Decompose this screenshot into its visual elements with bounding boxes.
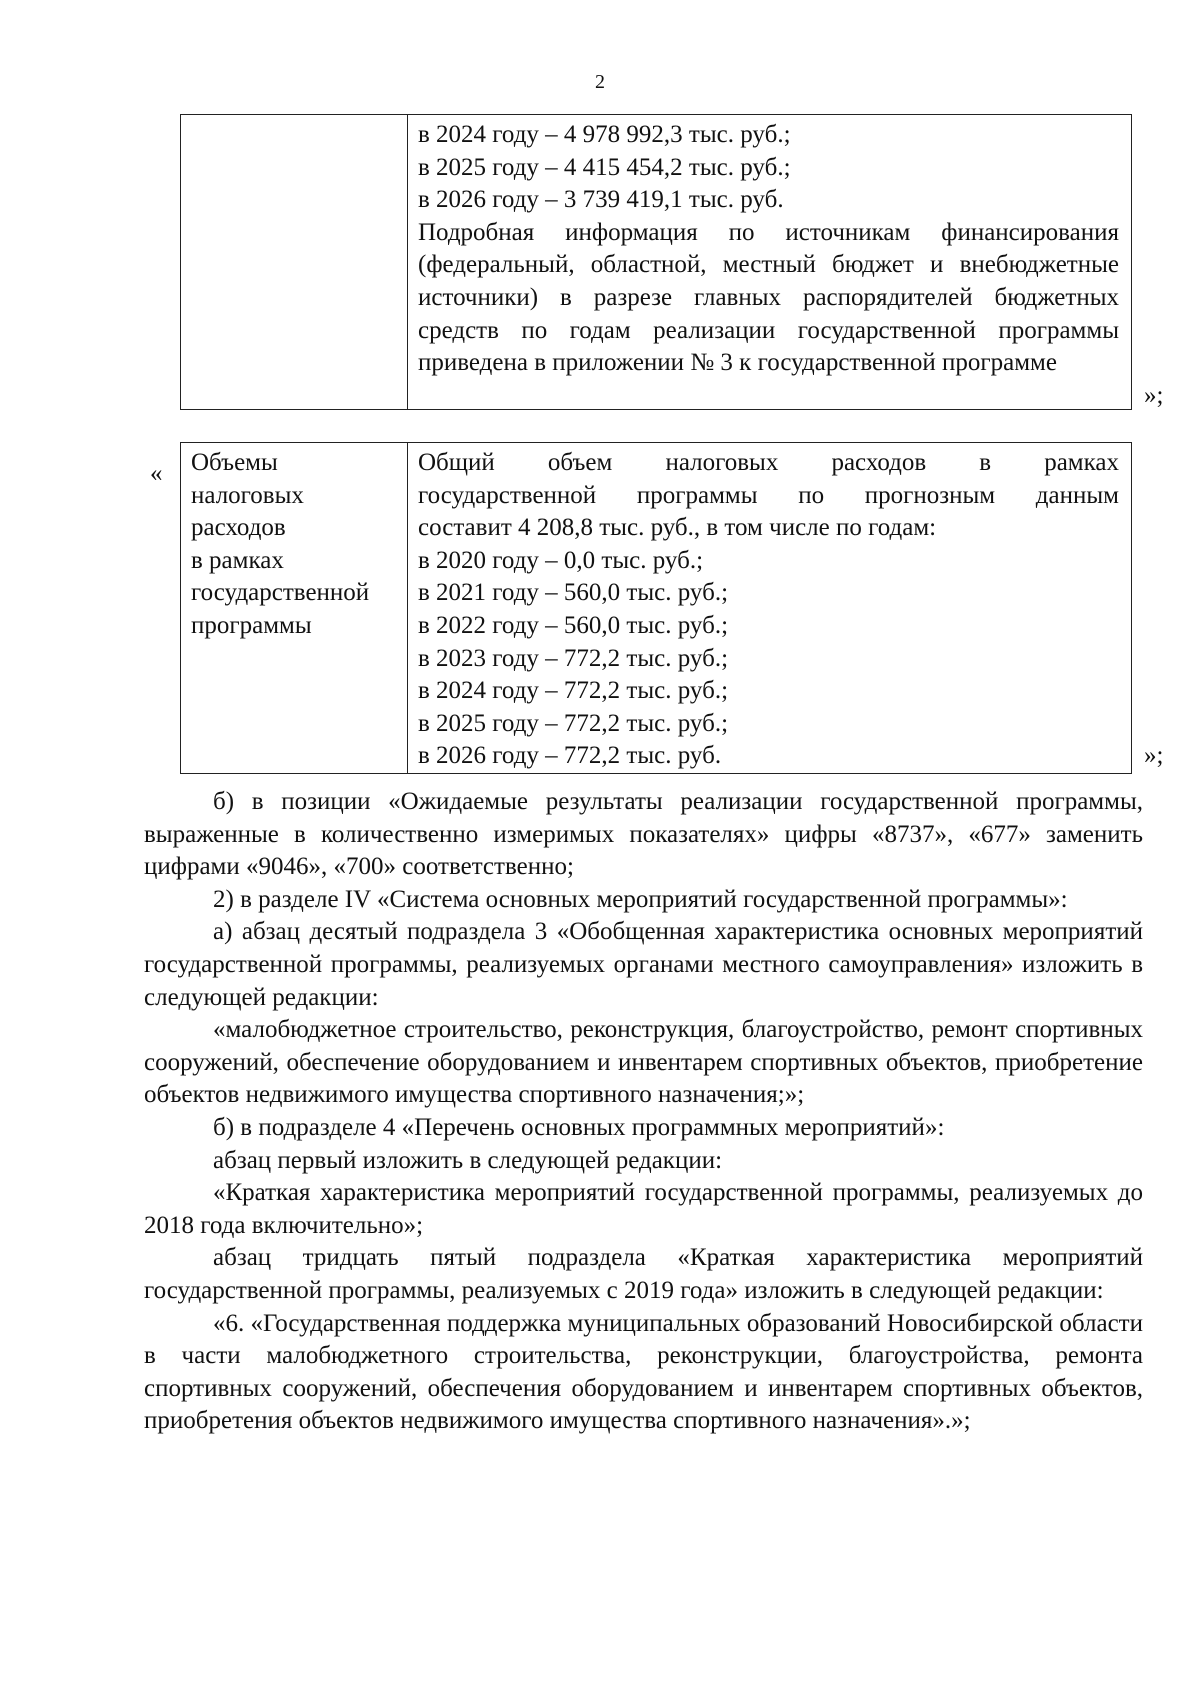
table2-left-line: государственной: [191, 579, 370, 607]
table1-left-cell: [181, 115, 408, 410]
paragraph: а) абзац десятый подраздела 3 «Обобщенная характеристика основных мероприятий государственной программы, реализуемых органами местного самоуправления» изложить в следующей редакции:: [144, 918, 1143, 1011]
table2-line: составит 4 208,8 тыс. руб., в том числе по годам:: [418, 514, 937, 542]
table2-line: в 2022 году – 560,0 тыс. руб.;: [418, 611, 729, 639]
table2-intro-line: Общий объем налоговых расходов в рамках: [418, 449, 1119, 476]
paragraph: 2) в разделе IV «Система основных мероприятий государственной программы»:: [213, 885, 1068, 913]
tax-expenditures-table: [180, 442, 1132, 774]
table2-left-line: в рамках: [191, 546, 284, 574]
table1-line: в 2026 году – 3 739 419,1 тыс. руб.: [418, 186, 784, 214]
table1-paragraph: Подробная информация по источникам финансирования (федеральный, областной, местный бюджет и внебюджетные источники) в разрезе главных распорядителей бюджетных средств по годам реализации государственной программы приведена в приложении № 3 к государственной программе: [418, 218, 1119, 377]
table1-right-cell: [408, 115, 1132, 410]
paragraph: «6. «Государственная поддержка муниципальных образований Новосибирской области в части малобюджетного строительства, реконструкции, благоустройства, ремонта спортивных сооружений, обеспечения оборудованием и инвентарем спортивных объектов, приобретения объектов недвижимого имущества спортивного назначения».»;: [144, 1309, 1143, 1435]
table2-line: в 2024 году – 772,2 тыс. руб.;: [418, 677, 729, 705]
table2-intro-line: государственной программы по прогнозным данным: [418, 481, 1119, 509]
table1-line: в 2024 году – 4 978 992,3 тыс. руб.;: [418, 121, 791, 148]
amendment-text: [144, 786, 1143, 1438]
table1-line: в 2025 году – 4 415 454,2 тыс. руб.;: [418, 153, 791, 181]
table2-line: в 2023 году – 772,2 тыс. руб.;: [418, 644, 729, 672]
paragraph: б) в подразделе 4 «Перечень основных программных мероприятий»:: [213, 1113, 945, 1141]
table2-right-cell: [408, 443, 1132, 774]
table2-line: в 2026 году – 772,2 тыс. руб.: [418, 742, 722, 770]
table2-left-cell: [181, 443, 408, 774]
financing-table-continuation: [180, 114, 1132, 410]
page-number: 2: [595, 71, 605, 93]
table2-left-line: Объемы: [191, 449, 278, 476]
paragraph: «малобюджетное строительство, реконструкция, благоустройство, ремонт спортивных сооружений, обеспечение оборудованием и инвентарем спортивных объектов, приобретение объектов недвижимого имущества спортивного назначения;»;: [144, 1016, 1143, 1109]
table2-left-line: расходов: [191, 514, 286, 542]
paragraph: абзац тридцать пятый подраздела «Краткая характеристика мероприятий государственной программы, реализуемых с 2019 года» изложить в следующей редакции:: [144, 1244, 1143, 1304]
table2-line: в 2021 году – 560,0 тыс. руб.;: [418, 579, 729, 607]
table2-left-line: программы: [191, 611, 312, 639]
paragraph: «Краткая характеристика мероприятий государственной программы, реализуемых до 2018 года включительно»;: [144, 1179, 1143, 1239]
table2-left-line: налоговых: [191, 481, 304, 509]
table2-opening-quote: «: [150, 460, 163, 487]
paragraph: б) в позиции «Ожидаемые результаты реализации государственной программы, выраженные в количественно измеримых показателях» цифры «8737», «677» заменить цифрами «9046», «700» соответственно;: [144, 788, 1143, 881]
table2-closing-quote: »;: [1144, 742, 1164, 769]
table2-line: в 2020 году – 0,0 тыс. руб.;: [418, 546, 704, 574]
table1-closing-quote: »;: [1144, 382, 1164, 409]
table2-line: в 2025 году – 772,2 тыс. руб.;: [418, 709, 729, 737]
paragraph: абзац первый изложить в следующей редакции:: [213, 1146, 723, 1174]
